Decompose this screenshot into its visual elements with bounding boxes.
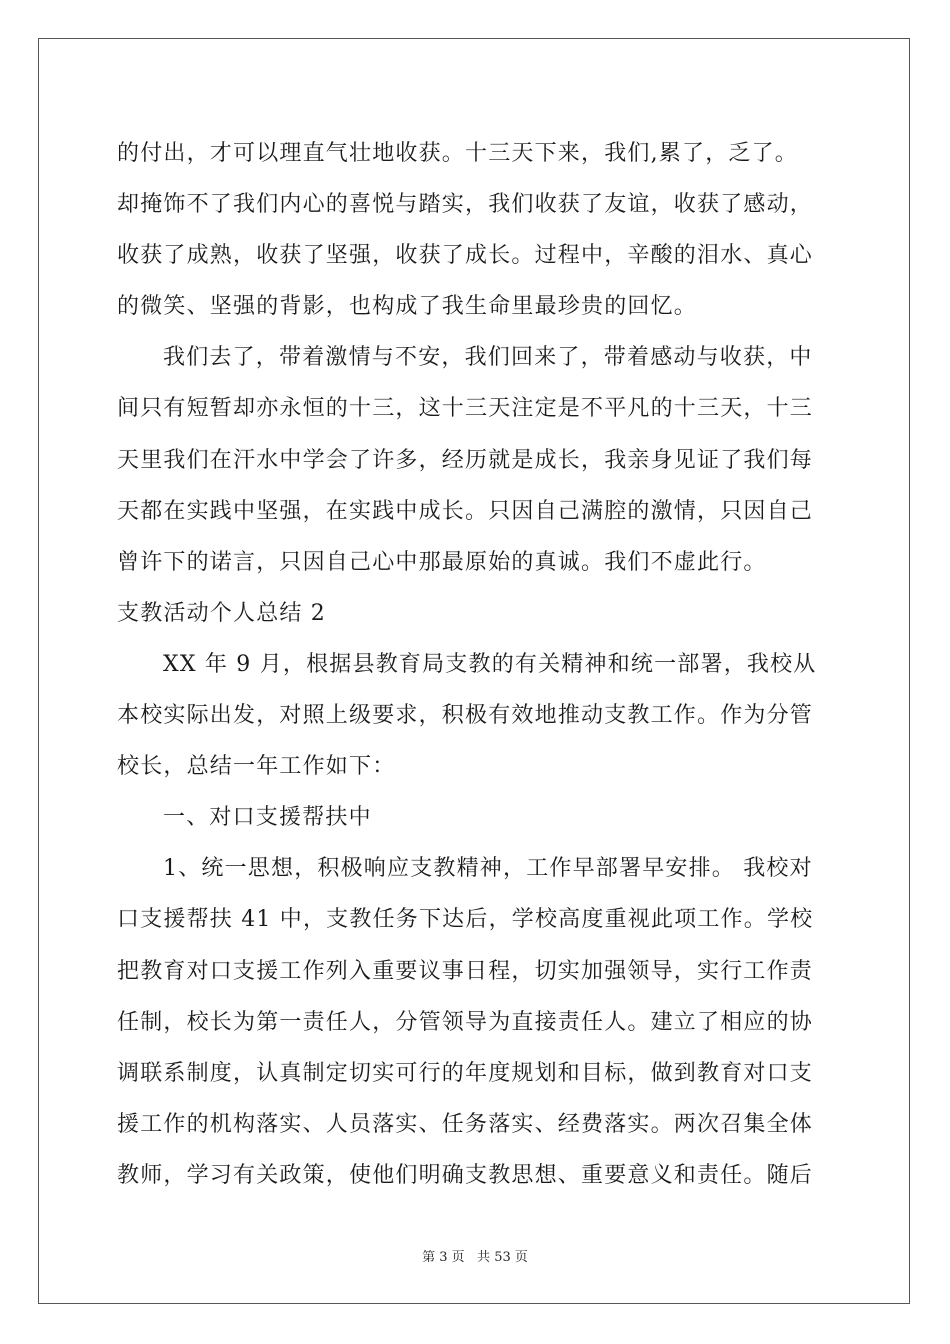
text-line: 调联系制度，认真制定切实可行的年度规划和目标，做到教育对口支	[117, 1060, 814, 1086]
section-heading: 支教活动个人总结 2	[117, 600, 326, 626]
text-line: 本校实际出发，对照上级要求，积极有效地推动支教工作。作为分管	[117, 703, 814, 729]
text-line: 校长，总结一年工作如下：	[117, 754, 396, 780]
text-line: 天里我们在汗水中学会了许多，经历就是成长，我亲身见证了我们每	[117, 447, 814, 473]
text-line: 任制，校长为第一责任人，分管领导为直接责任人。建立了相应的协	[117, 1009, 814, 1035]
text-line: 口支援帮扶 41 中，支教任务下达后，学校高度重视此项工作。学校	[117, 907, 814, 933]
text-line: 教师，学习有关政策，使他们明确支教思想、重要意义和责任。随后	[117, 1162, 814, 1188]
text-line: 把教育对口支援工作列入重要议事日程，切实加强领导，实行工作责	[117, 958, 814, 984]
subsection-heading: 一、对口支援帮扶中	[163, 805, 372, 831]
text-line: 1、统一思想，积极响应支教精神，工作早部署早安排。 我校对	[163, 856, 813, 882]
text-line: 收获了成熟，收获了坚强，收获了成长。过程中，辛酸的泪水、真心	[117, 243, 814, 269]
text-line: 却掩饰不了我们内心的喜悦与踏实，我们收获了友谊，收获了感动，	[117, 192, 814, 218]
document-body	[117, 128, 835, 1201]
text-line: XX 年 9 月，根据县教育局支教的有关精神和统一部署，我校从	[163, 651, 817, 677]
text-line: 的付出，才可以理直气壮地收获。十三天下来，我们,累了，乏了。	[117, 141, 798, 166]
text-line: 间只有短暂却亦永恒的十三，这十三天注定是不平凡的十三天，十三	[117, 396, 814, 422]
text-line: 的微笑、坚强的背影，也构成了我生命里最珍贵的回忆。	[117, 294, 698, 320]
text-line: 我们去了，带着激情与不安，我们回来了，带着感动与收获，中	[163, 345, 813, 371]
text-line: 曾许下的诺言，只因自己心中那最原始的真诚。我们不虚此行。	[117, 549, 767, 575]
page-number-footer: 第 3 页 共 53 页	[422, 1250, 528, 1265]
text-line: 援工作的机构落实、人员落实、任务落实、经费落实。两次召集全体	[117, 1111, 814, 1137]
text-line: 天都在实践中坚强，在实践中成长。只因自己满腔的激情，只因自己	[117, 498, 814, 524]
